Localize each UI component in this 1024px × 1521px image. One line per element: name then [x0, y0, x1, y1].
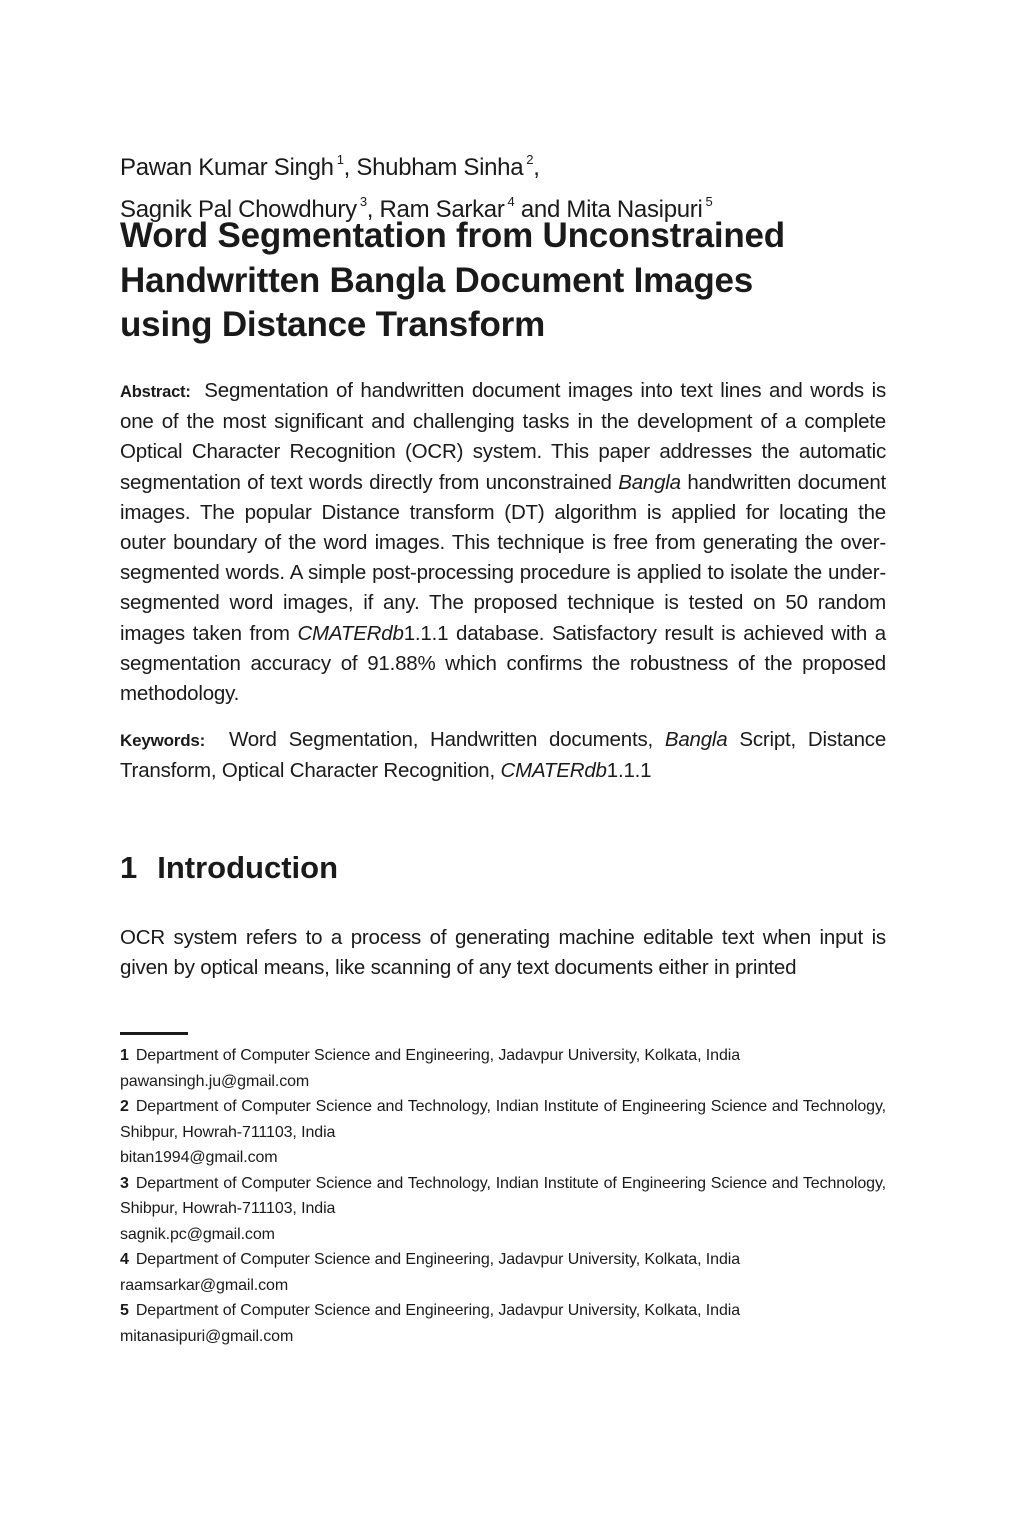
footnote-number: 4 [120, 1251, 129, 1268]
keywords-italic-term: CMATERdb [500, 759, 607, 783]
footnote-email: raamsarkar@gmail.com [120, 1276, 289, 1294]
affiliation-marker: 4 [507, 194, 515, 209]
footnote-email: mitanasipuri@gmail.com [120, 1327, 294, 1345]
author-name: Ram Sarkar [379, 196, 505, 223]
abstract-italic-term: Bangla [618, 470, 681, 494]
author-separator: , [533, 154, 540, 181]
affiliation-marker: 5 [705, 194, 713, 209]
author-name: Sagnik Pal Chowdhury [120, 196, 357, 223]
affiliation-marker: 1 [336, 152, 344, 167]
author-separator: , [366, 196, 374, 223]
keywords [120, 725, 886, 786]
footnote-email: sagnik.pc@gmail.com [120, 1225, 275, 1243]
affiliation-marker: 2 [526, 152, 534, 167]
author-line-1 [120, 143, 900, 185]
footnote-affiliation: Department of Computer Science and Engineering, Jadavpur University, Kolkata, India [135, 1251, 740, 1268]
footnote [120, 1171, 886, 1248]
footnote-number: 5 [120, 1302, 129, 1319]
footnote-number: 3 [120, 1174, 129, 1192]
keywords-label: Keywords: [120, 731, 206, 750]
footnote-rule [120, 1032, 188, 1035]
footnote [120, 1247, 886, 1298]
affiliation-marker: 3 [359, 194, 367, 209]
author-name: Pawan Kumar Singh [120, 154, 334, 181]
keywords-text: 1.1.1 [606, 759, 652, 783]
footnote [120, 1298, 886, 1349]
keywords-text: Word Segmentation, Handwritten documents, [228, 728, 654, 751]
keywords-text: Script, Distance Transform, Optical Character Recognition, [120, 728, 887, 783]
abstract-text: Segmentation of handwritten document images into text lines and words is one of the most significant and challenging tasks in the development of a complete Optical Character Recognition (OCR) system. This paper addresses the automatic segmentation of text words directly from unconstrained [120, 379, 887, 494]
footnote-affiliation: Department of Computer Science and Engineering, Jadavpur University, Kolkata, India [135, 1047, 740, 1064]
section-title: Introduction [157, 850, 339, 885]
footnote-affiliation: Department of Computer Science and Technology, Indian Institute of Engineering Science and Technology, Shibpur, Howrah-711103, India [120, 1174, 886, 1217]
title-line: Handwritten Bangla Document Images [120, 260, 754, 300]
abstract-italic-term: CMATERdb [297, 621, 404, 645]
footnote-email: pawansingh.ju@gmail.com [120, 1072, 310, 1090]
paper-title [120, 214, 900, 348]
section-number: 1 [120, 850, 138, 885]
abstract-text: handwritten document images. The popular Distance transform (DT) algorithm is applied for locating the outer boundary of the word images. This technique is free from generating the over-segmented words. A simple post-processing procedure is applied to isolate the under-segmented word images, if any. The proposed technique is tested on 50 random images taken from [120, 470, 887, 645]
footnote-affiliation: Department of Computer Science and Technology, Indian Institute of Engineering Science and Technology, Shibpur, Howrah-711103, India [120, 1098, 886, 1141]
footnote [120, 1043, 886, 1094]
abstract [120, 376, 886, 709]
title-line: using Distance Transform [120, 305, 546, 344]
author-separator: , [343, 154, 351, 181]
footnote-affiliation: Department of Computer Science and Engineering, Jadavpur University, Kolkata, India [135, 1302, 740, 1319]
footnote-number: 1 [120, 1047, 129, 1064]
author-name: Shubham Sinha [356, 154, 524, 181]
abstract-label: Abstract: [120, 383, 191, 401]
abstract-text: 1.1.1 database. Satisfactory result is achieved with a segmentation accuracy of 91.88% which confirms the robustness of the proposed methodology. [120, 621, 886, 706]
title-line: Word Segmentation from Unconstrained [120, 216, 785, 255]
introduction-paragraph: OCR system refers to a process of generating machine editable text when input is given by optical means, like scanning of any text documents either in printed [120, 926, 886, 980]
author-name: Mita Nasipuri [566, 196, 703, 223]
keywords-italic-term: Bangla [664, 728, 728, 751]
footnote-email: bitan1994@gmail.com [120, 1149, 278, 1166]
footnotes [120, 1043, 886, 1349]
section-heading [120, 848, 338, 888]
footnote [120, 1094, 886, 1171]
author-separator: and [520, 196, 560, 223]
footnote-number: 2 [120, 1098, 129, 1115]
